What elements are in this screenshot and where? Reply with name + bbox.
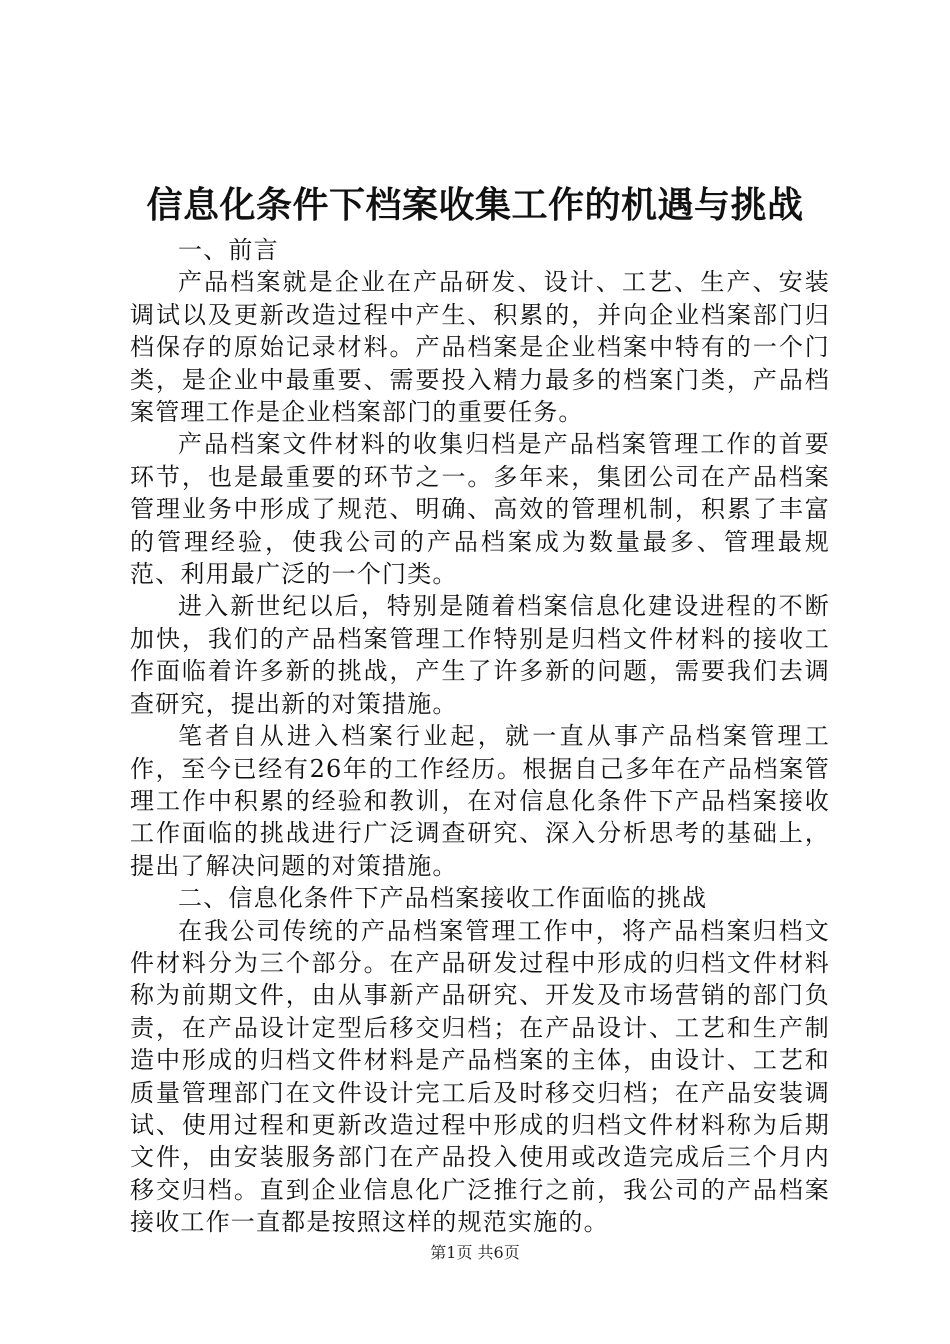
paragraph-2: 产品档案文件材料的收集归档是产品档案管理工作的首要环节，也是最重要的环节之一。多年来，集团公司在产品档案管理业务中形成了规范、明确、高效的管理机制，积累了丰富的管理经验，使我公司的产品档案成为数量最多、管理最规范、利用最广泛的一个门类。 (130, 430, 830, 589)
section-heading-1: 一、前言 (178, 236, 279, 264)
document-title: 信息化条件下档案收集工作的机遇与挑战 (146, 185, 804, 226)
section-heading-2: 二、信息化条件下产品档案接收工作面临的挑战 (178, 884, 708, 913)
page-number-footer: 第1页 共6页 (430, 1243, 520, 1262)
paragraph-4: 笔者自从进入档案行业起，就一直从事产品档案管理工作，至今已经有26年的工作经历。根据自己多年在产品档案管理工作中积累的经验和教训，在对信息化条件下产品档案接收工作面临的挑战进行广泛调查研究、深入分析思考的基础上，提出了解决问题的对策措施。 (130, 722, 830, 880)
paragraph-3: 进入新世纪以后，特别是随着档案信息化建设进程的不断加快，我们的产品档案管理工作特别是归档文件材料的接收工作面临着许多新的挑战，产生了许多新的问题，需要我们去调查研究，提出新的对策措施。 (130, 592, 830, 718)
document-body (130, 234, 830, 1239)
paragraph-1: 产品档案就是企业在产品研发、设计、工艺、生产、安装调试以及更新改造过程中产生、积累的，并向企业档案部门归档保存的原始记录材料。产品档案是企业档案中特有的一个门类，是企业中最重要、需要投入精力最多的档案门类，产品档案管理工作是企业档案部门的重要任务。 (130, 268, 830, 427)
paragraph-5: 在我公司传统的产品档案管理工作中，将产品档案归档文件材料分为三个部分。在产品研发过程中形成的归档文件材料称为前期文件，由从事新产品研究、开发及市场营销的部门负责，在产品设计定型后移交归档；在产品设计、工艺和生产制造中形成的归档文件材料是产品档案的主体，由设计、工艺和质量管理部门在文件设计完工后及时移交归档；在产品安装调试、使用过程和更新改造过程中形成的归档文件材料称为后期文件，由安装服务部门在产品投入使用或改造完成后三个月内移交归档。直到企业信息化广泛推行之前，我公司的产品档案接收工作一直都是按照这样的规范实施的。 (130, 916, 830, 1237)
